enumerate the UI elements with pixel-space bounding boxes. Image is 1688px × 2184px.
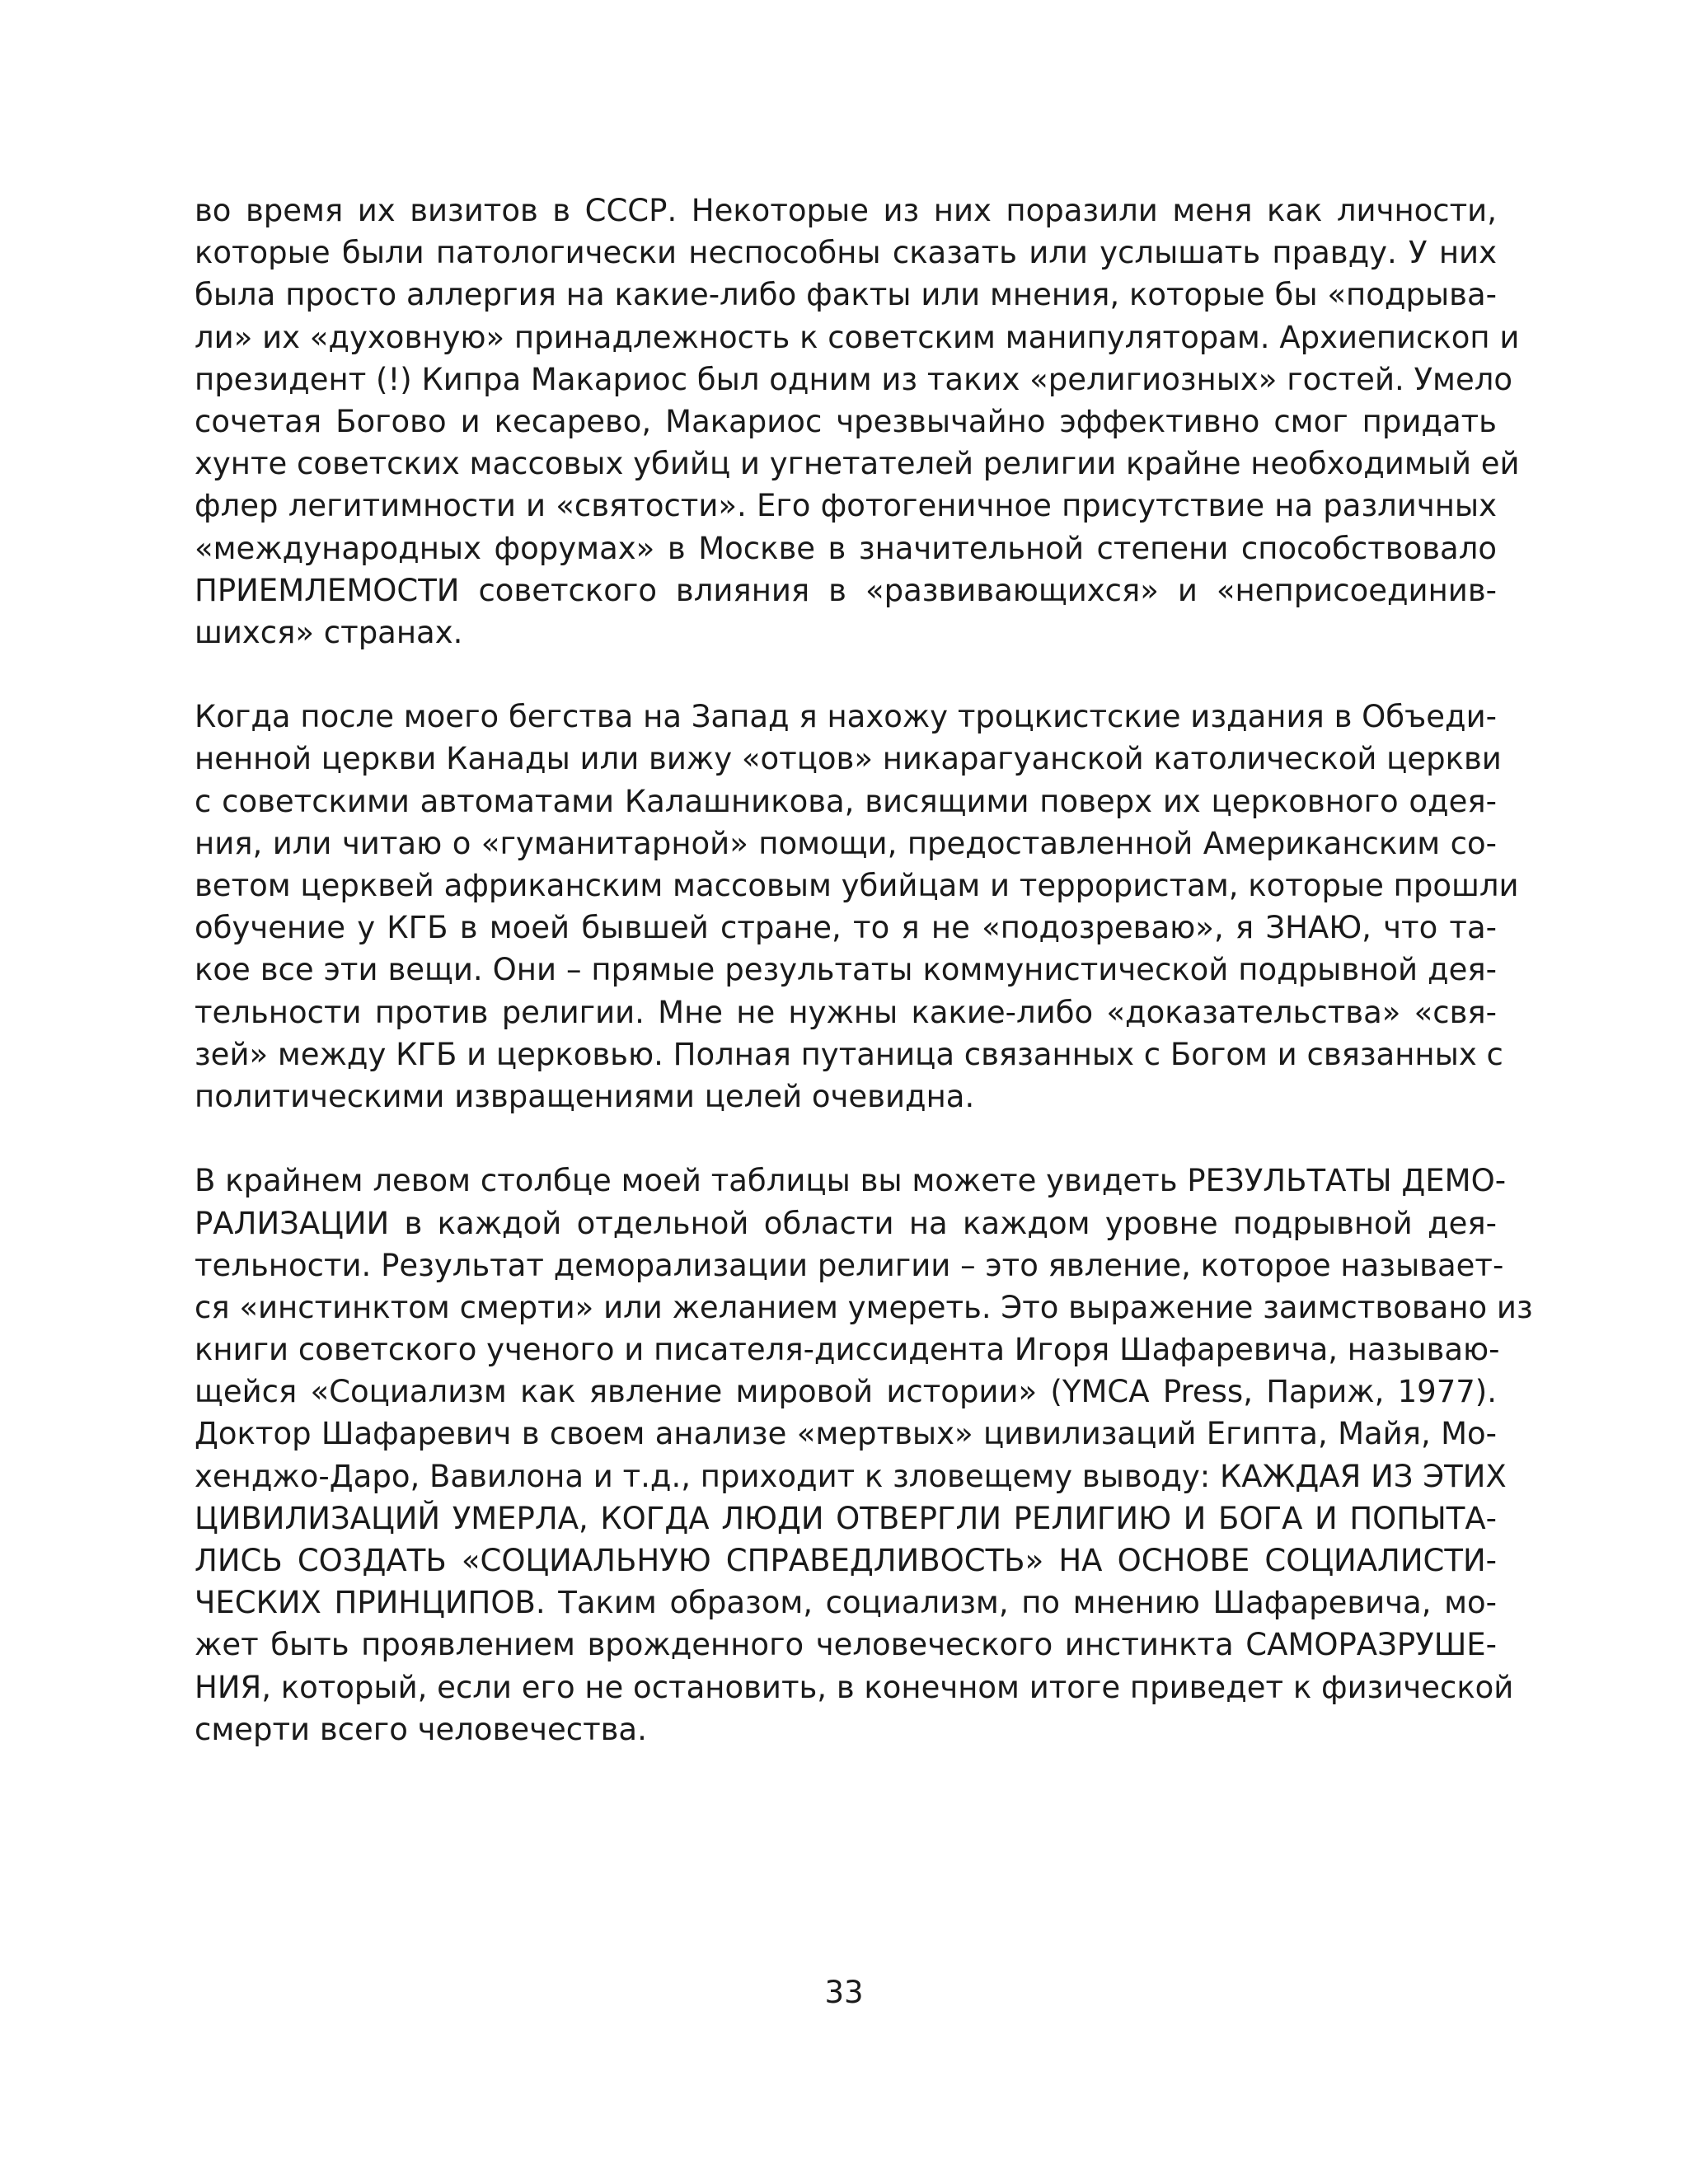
paragraph-gap xyxy=(195,654,1497,696)
text-line: РАЛИЗАЦИИ в каждой отдельной области на каждом уровне подрывной дея- xyxy=(195,1205,1497,1241)
text-line: обучение у КГБ в моей бывшей стране, то я не «подозреваю», я ЗНАЮ, что та- xyxy=(195,910,1497,946)
text-line: хунте советских массовых убийц и угнетателей религии крайне необходимый ей xyxy=(195,446,1520,482)
text-line: тельности. Результат деморализации религии – это явление, которое называет- xyxy=(195,1247,1504,1283)
body-text xyxy=(195,190,1533,1750)
text-line: ЛИСЬ СОЗДАТЬ «СОЦИАЛЬНУЮ СПРАВЕДЛИВОСТЬ» НА ОСНОВЕ СОЦИАЛИСТИ- xyxy=(195,1543,1497,1578)
text-line: сочетая Богово и кесарево, Макариос чрезвычайно эффективно смог придать xyxy=(195,403,1497,439)
text-line: жет быть проявлением врожденного человеческого инстинкта САМОРАЗРУШЕ- xyxy=(195,1627,1497,1663)
text-line: с советскими автоматами Калашникова, висящими поверх их церковного одея- xyxy=(195,783,1497,819)
text-line: во время их визитов в СССР. Некоторые из них поразили меня как личности, xyxy=(195,193,1497,228)
text-line: щейся «Социализм как явление мировой истории» (YMCA Press, Париж, 1977). xyxy=(195,1374,1497,1410)
text-line: ненной церкви Канады или вижу «отцов» никарагуанской католической церкви xyxy=(195,741,1502,777)
page-number: 33 xyxy=(824,1975,864,2010)
text-line: Когда после моего бегства на Запад я нахожу троцкистские издания в Объеди- xyxy=(195,699,1497,735)
text-line: ся «инстинктом смерти» или желанием умереть. Это выражение заимствовано из xyxy=(195,1289,1533,1325)
paragraph-gap xyxy=(195,1118,1497,1160)
text-line: кое все эти вещи. Они – прямые результаты коммунистической подрывной дея- xyxy=(195,952,1497,988)
text-line: «международных форумах» в Москве в значительной степени способствовало xyxy=(195,530,1497,566)
text-line: ПРИЕМЛЕМОСТИ советского влияния в «развивающихся» и «неприсоединив- xyxy=(195,572,1497,608)
text-line: зей» между КГБ и церковью. Полная путаница связанных с Богом и связанных с xyxy=(195,1036,1503,1072)
paragraph-3 xyxy=(195,1160,1533,1750)
text-line: шихся» странах. xyxy=(195,614,463,650)
text-line: В крайнем левом столбце моей таблицы вы можете увидеть РЕЗУЛЬТАТЫ ДЕМО- xyxy=(195,1163,1507,1199)
text-line: которые были патологически неспособны сказать или услышать правду. У них xyxy=(195,235,1497,271)
paragraph-1 xyxy=(195,190,1520,654)
text-line: НИЯ, который, если его не остановить, в конечном итоге приведет к физической xyxy=(195,1669,1514,1705)
text-line: ЦИВИЛИЗАЦИЙ УМЕРЛА, КОГДА ЛЮДИ ОТВЕРГЛИ РЕЛИГИЮ И БОГА И ПОПЫТА- xyxy=(195,1500,1497,1536)
text-line: Доктор Шафаревич в своем анализе «мертвых» цивилизаций Египта, Майя, Мо- xyxy=(195,1416,1497,1452)
text-line: смерти всего человечества. xyxy=(195,1711,647,1747)
text-line: хенджо-Даро, Вавилона и т.д., приходит к зловещему выводу: КАЖДАЯ ИЗ ЭТИХ xyxy=(195,1458,1507,1494)
text-line: ния, или читаю о «гуманитарной» помощи, предоставленной Американским со- xyxy=(195,825,1497,861)
text-line: ли» их «духовную» принадлежность к советским манипуляторам. Архиепископ и xyxy=(195,319,1520,355)
text-line: ветом церквей африканским массовым убийцам и террористам, которые прошли xyxy=(195,868,1519,903)
text-line: тельности против религии. Мне не нужны какие-либо «доказательства» «свя- xyxy=(195,994,1497,1030)
text-line: ЧЕСКИХ ПРИНЦИПОВ. Таким образом, социализм, по мнению Шафаревича, мо- xyxy=(195,1585,1497,1621)
paragraph-2 xyxy=(195,696,1519,1118)
text-line: флер легитимности и «святости». Его фотогеничное присутствие на различных xyxy=(195,488,1497,524)
text-line: была просто аллергия на какие-либо факты или мнения, которые бы «подрыва- xyxy=(195,277,1497,313)
text-line: политическими извращениями целей очевидна. xyxy=(195,1078,975,1114)
text-line: президент (!) Кипра Макариос был одним из таких «религиозных» гостей. Умело xyxy=(195,361,1513,397)
text-line: книги советского ученого и писателя-диссидента Игоря Шафаревича, называю- xyxy=(195,1332,1500,1368)
